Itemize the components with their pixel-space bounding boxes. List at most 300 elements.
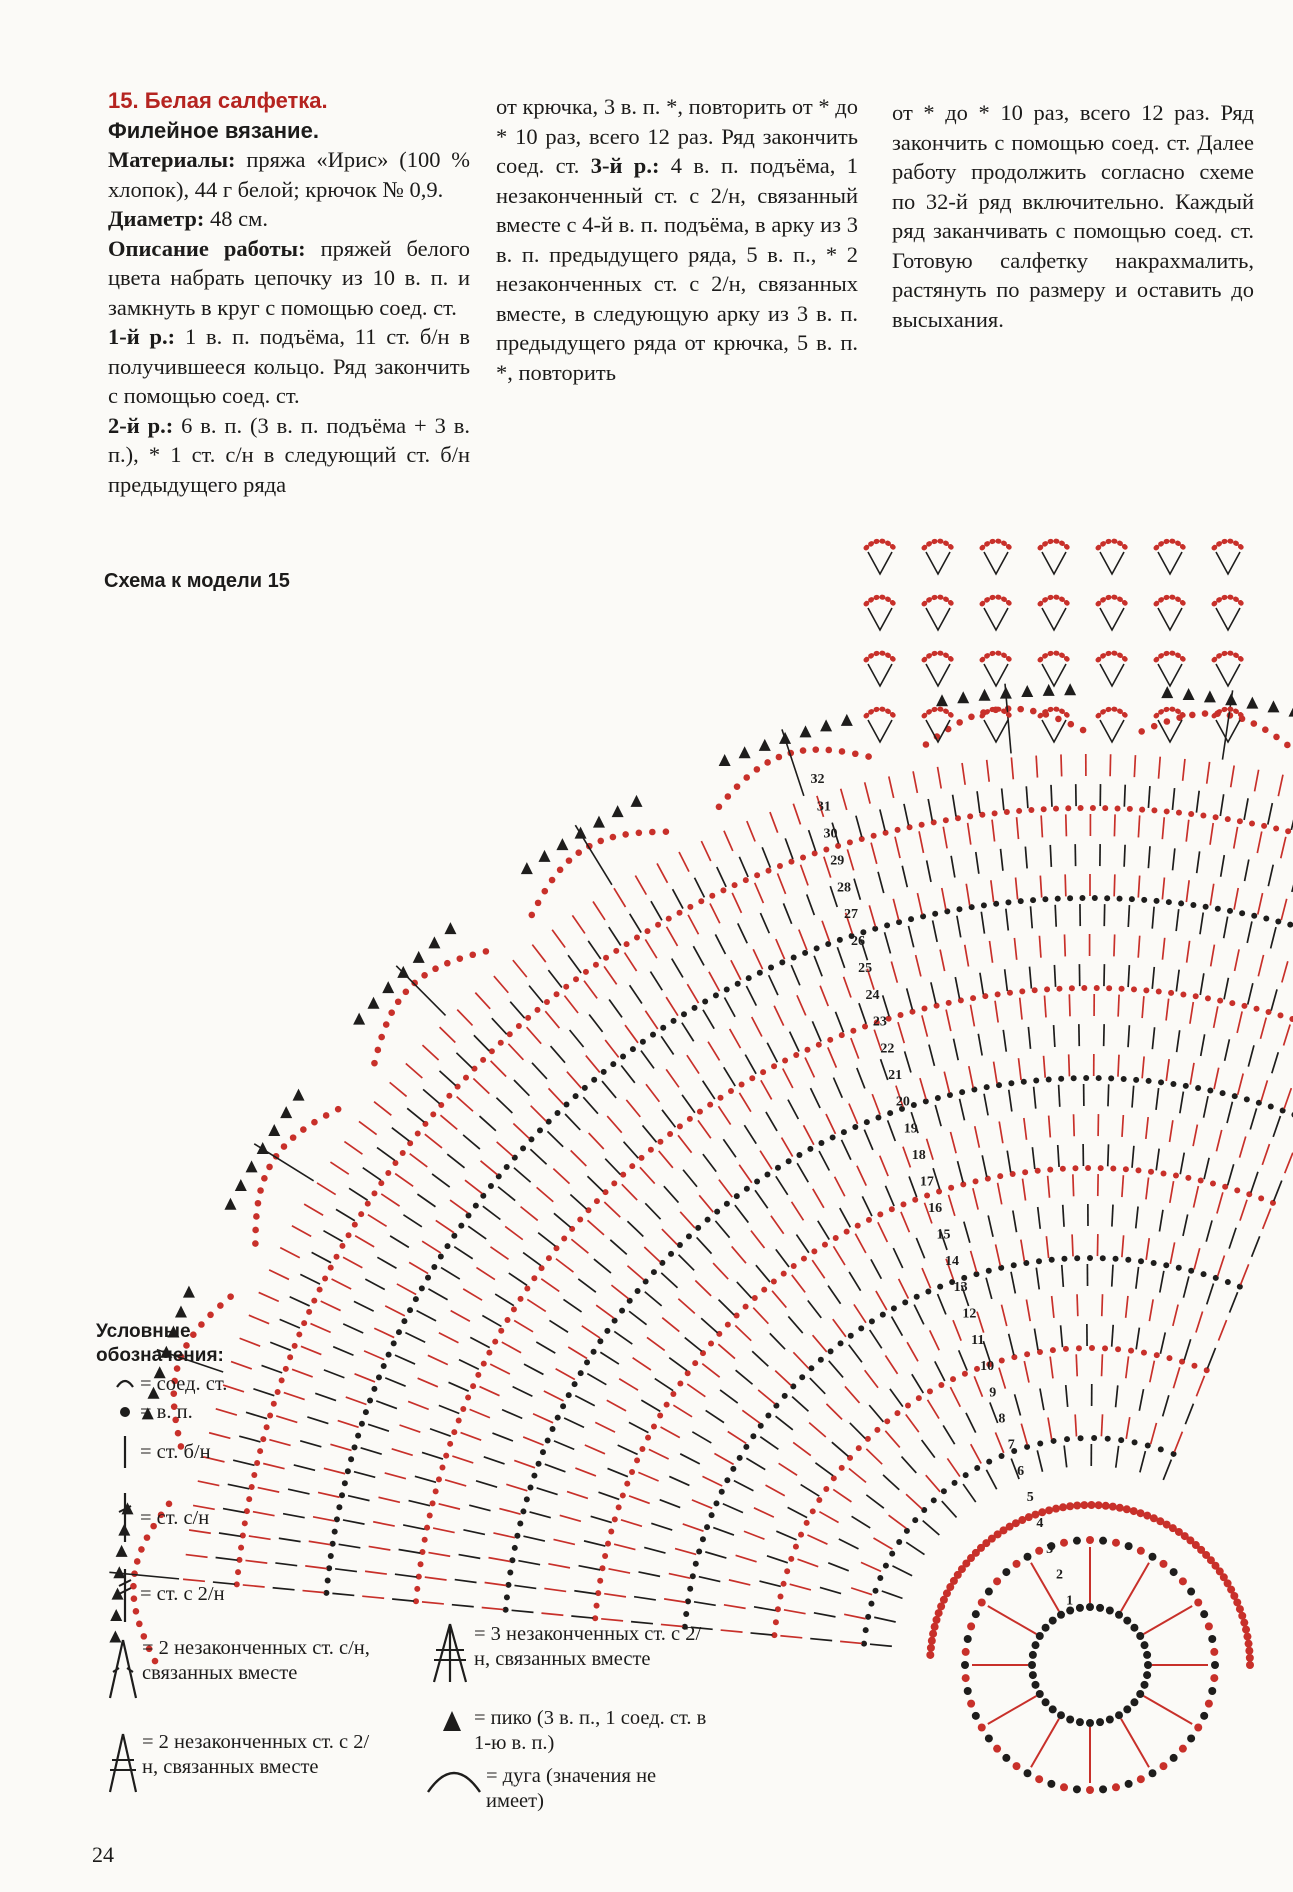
chart-stitch: [1149, 1299, 1153, 1321]
chart-stitch: [317, 1183, 336, 1195]
chart-stitch: [844, 977, 851, 998]
chart-chain-dot: [1024, 1553, 1032, 1561]
chart-stitch: [589, 1014, 602, 1031]
chart-stitch: [1021, 1424, 1027, 1445]
chart-stitch: [415, 1476, 436, 1482]
chart-chain-dot: [1041, 806, 1047, 812]
chart-stitch: [1122, 1115, 1123, 1137]
chart-chain-dot: [1148, 1169, 1154, 1175]
chart-stitch: [732, 893, 741, 913]
chart-chain-dot: [771, 1279, 777, 1285]
chart-picot: [268, 1124, 280, 1136]
chart-stitch: [575, 1468, 596, 1476]
chart-chain-dot: [793, 1544, 799, 1550]
chart-chain-dot: [786, 1158, 792, 1164]
chart-chain-dot: [287, 1354, 293, 1360]
chart-stitch: [374, 1328, 394, 1337]
chart-chain-dot: [657, 1139, 663, 1145]
chart-chain-dot: [796, 1152, 802, 1158]
chart-chain-dot: [651, 1424, 657, 1430]
chart-chain-dot: [1087, 1255, 1093, 1261]
chart-stitch: [959, 1350, 967, 1370]
chart-chain-dot: [962, 1371, 968, 1377]
chart-chain-arc: [1040, 597, 1068, 604]
chart-chain-dot: [1138, 1258, 1144, 1264]
chart-stitch: [688, 915, 698, 934]
chart-stitch: [292, 1226, 311, 1237]
chart-chain-dot: [919, 822, 925, 828]
chart-chain-dot: [1108, 1075, 1114, 1081]
chart-stitch: [1220, 794, 1223, 816]
chart-stitch: [951, 856, 955, 878]
chart-stitch: [776, 1249, 789, 1267]
chart-stitch: [812, 1021, 821, 1041]
chart-chain-arc: [924, 709, 952, 716]
chart-stitch: [1160, 1332, 1165, 1353]
chart-stitch: [1142, 1056, 1144, 1078]
chart-chain-dot: [385, 1170, 391, 1176]
chart-stitch: [713, 1528, 734, 1536]
chart-chain-dot: [685, 1370, 691, 1376]
chart-chain-dot: [388, 1009, 395, 1016]
chart-chain-dot: [993, 1577, 1001, 1585]
chart-chain-dot: [1066, 1716, 1074, 1724]
chart-stitch: [990, 1402, 998, 1423]
chart-chain-dot: [1164, 808, 1170, 814]
chart-chain-dot: [1151, 807, 1157, 813]
chart-stitch: [857, 1166, 866, 1186]
chart-chain-dot: [1171, 1451, 1177, 1457]
row-number-label: 9: [989, 1385, 997, 1401]
legend-tr3tog: = 3 незаконченных ст. с 2/н, связанных вместе: [474, 1623, 702, 1670]
chart-chain-dot: [974, 1465, 980, 1471]
chart-chain-dot: [591, 1077, 597, 1083]
chart-stitch: [409, 1501, 430, 1506]
chart-stitch: [755, 883, 764, 903]
chart-stitch: [1173, 1367, 1179, 1388]
chart-stitch: [1183, 1214, 1188, 1236]
chart-stitch: [1036, 1268, 1039, 1290]
chart-stitch: [856, 816, 862, 837]
chart-stitch: [662, 1110, 675, 1127]
chart-stitch: [666, 1069, 679, 1087]
chart-chain-dot: [1191, 1363, 1197, 1369]
row-number-label: 30: [823, 826, 838, 842]
chart-chain-dot: [1081, 985, 1087, 991]
chart-chain-dot: [610, 1061, 616, 1067]
chart-stitch: [865, 782, 870, 803]
chart-stitch: [859, 1003, 866, 1024]
chart-picot: [957, 691, 969, 703]
chart-stitch: [991, 880, 994, 902]
chart-stitch: [567, 1072, 582, 1089]
chart-stitch: [1234, 827, 1238, 849]
chart-stitch: [878, 1222, 888, 1242]
chart-stitch: [1162, 817, 1164, 839]
chart-stitch: [397, 1284, 416, 1295]
chart-stitch: [1187, 941, 1190, 963]
chart-stitch: [544, 1588, 566, 1591]
chart-stitch: [1158, 608, 1182, 630]
chart-stitch: [793, 804, 800, 825]
chart-chain-dot: [825, 941, 831, 947]
chart-stitch: [667, 927, 678, 946]
chart-stitch: [1136, 1267, 1139, 1289]
chart-stitch: [1045, 996, 1046, 1018]
chart-chain-dot: [1136, 1632, 1144, 1640]
chart-chain-dot: [657, 1413, 663, 1419]
chart-chain-dot: [400, 1150, 406, 1156]
chart-chain-dot: [629, 1163, 635, 1169]
chart-stitch: [541, 1279, 559, 1292]
chart-picot: [1021, 685, 1033, 697]
chart-stitch: [1176, 970, 1179, 992]
chart-stitch: [1180, 1153, 1184, 1175]
chart-chain-dot: [1166, 1355, 1172, 1361]
chart-chain-dot: [1227, 908, 1233, 914]
chart-chain-dot: [460, 1406, 466, 1412]
chart-picot: [1183, 688, 1195, 700]
chart-stitch: [724, 831, 733, 851]
chart-chain-dot: [539, 1265, 545, 1271]
chart-stitch: [1148, 786, 1149, 808]
chart-chain-dot: [938, 1382, 944, 1388]
chart-chain-dot: [1187, 1734, 1195, 1742]
chart-stitch: [776, 1416, 793, 1430]
chart-stitch: [882, 1591, 903, 1598]
row-number-label: 20: [895, 1094, 910, 1110]
chart-chain-dot: [725, 793, 732, 800]
chart-stitch: [563, 1299, 581, 1312]
chart-stitch: [870, 1644, 892, 1646]
chart-chain-dot: [1137, 1547, 1145, 1555]
chart-stitch: [678, 1299, 694, 1314]
chart-chain-dot: [855, 1223, 861, 1229]
chart-chain-dot: [1032, 987, 1038, 993]
chart-chain-dot: [1052, 1505, 1060, 1513]
chart-stitch: [730, 1029, 741, 1048]
chart-chain-dot: [948, 1185, 954, 1191]
chart-stitch: [269, 1440, 290, 1446]
chart-chain-dot: [827, 1037, 833, 1043]
chart-chain-dot: [1205, 1622, 1213, 1630]
chart-chain-dot: [563, 1101, 569, 1107]
chart-stitch: [1066, 814, 1067, 836]
chart-chain-dot: [516, 1023, 522, 1029]
chart-stitch: [1059, 1085, 1060, 1107]
chart-chain-dot: [339, 1492, 345, 1498]
chart-stitch: [760, 913, 769, 933]
chart-chain-dot: [1064, 1436, 1070, 1442]
chart-stitch: [868, 608, 892, 630]
chart-chain-dot: [693, 1561, 699, 1567]
chart-chain-dot: [714, 1209, 720, 1215]
chart-chain-arc: [924, 653, 952, 660]
chart-picot: [612, 805, 624, 817]
chart-stitch: [514, 1585, 536, 1588]
chart-stitch: [1272, 1052, 1278, 1073]
chart-chain-dot: [1028, 1661, 1036, 1669]
chart-chain-dot: [716, 803, 723, 810]
chart-stitch: [1200, 973, 1204, 995]
chart-chain-dot: [651, 1269, 657, 1275]
chart-chain-dot: [985, 1176, 991, 1182]
chart-stitch: [1051, 785, 1052, 807]
chart-chain-dot: [425, 1275, 431, 1281]
chart-stitch: [409, 1262, 428, 1273]
chart-chain-dot: [718, 1095, 724, 1101]
chart-stitch: [332, 1593, 354, 1595]
chart-chain-dot: [830, 1134, 836, 1140]
chart-stitch: [946, 1010, 951, 1031]
chart-chain-dot: [719, 1489, 725, 1495]
chart-stitch: [541, 1613, 563, 1615]
chart-chain-dot: [1073, 1537, 1081, 1545]
chart-stitch: [588, 941, 601, 959]
chart-chain-dot: [677, 1242, 683, 1248]
chart-stitch: [1173, 1305, 1178, 1326]
chart-stitch: [614, 888, 625, 907]
chart-chain-dot: [1113, 1256, 1119, 1262]
chart-stitch: [753, 949, 762, 969]
chart-stitch: [779, 1463, 797, 1475]
chart-chain-dot: [862, 1023, 868, 1029]
chart-stitch: [907, 1342, 918, 1361]
chart-stitch: [1019, 1058, 1022, 1080]
chart-stitch: [968, 823, 971, 845]
chart-stitch: [544, 1391, 564, 1401]
chart-stitch: [422, 1241, 441, 1253]
chart-stitch: [630, 914, 641, 933]
chart-stitch: [624, 1142, 639, 1158]
chart-chain-dot: [932, 911, 938, 917]
chart-chain-dot: [371, 1190, 377, 1196]
row-number-label: 31: [816, 799, 831, 815]
chart-chain-dot: [1133, 1077, 1139, 1083]
chart-stitch: [506, 1484, 527, 1491]
arc-icon: [424, 1762, 484, 1796]
chart-chain-dot: [1149, 1769, 1157, 1777]
row1-label: 1-й р.:: [108, 324, 176, 349]
chart-stitch: [708, 1042, 719, 1061]
chart-chain-dot: [536, 1461, 542, 1467]
chart-stitch: [826, 1404, 842, 1419]
chart-chain-dot: [1245, 1640, 1253, 1648]
chart-stitch: [1197, 851, 1200, 873]
chart-stitch: [1158, 552, 1182, 574]
chart-chain-dot: [992, 810, 998, 816]
chart-stitch: [950, 1387, 960, 1407]
chart-chain-dot: [1139, 807, 1145, 813]
chart-chain-dot: [798, 1532, 804, 1538]
chart-stitch: [560, 1515, 581, 1521]
chart-chain-dot: [1132, 1439, 1138, 1445]
chart-stitch: [871, 843, 877, 864]
chart-chain-dot: [504, 1594, 510, 1600]
chart-stitch: [1138, 936, 1139, 958]
chart-stitch: [1014, 938, 1016, 960]
chart-stitch: [892, 1566, 912, 1576]
chart-chain-dot: [1049, 1257, 1055, 1263]
chart-chain-dot: [902, 1299, 908, 1305]
chart-chain-dot: [986, 1459, 992, 1465]
chart-chain-dot: [1028, 807, 1034, 813]
chart-stitch: [926, 1475, 940, 1492]
chart-stitch: [312, 1252, 331, 1262]
chart-stitch: [584, 981, 597, 999]
chart-stitch: [826, 1114, 836, 1134]
chart-chain-dot: [1215, 906, 1221, 912]
chart-chain-dot: [546, 1119, 552, 1125]
chart-chain-dot: [1074, 1255, 1080, 1261]
chart-chain-dot: [355, 1433, 361, 1439]
chart-chain-dot: [1190, 902, 1196, 908]
chart-stitch: [198, 1481, 220, 1485]
chart-chain-dot: [573, 976, 579, 982]
chart-chain-dot: [1131, 986, 1137, 992]
chart-stitch: [1064, 934, 1065, 956]
chart-stitch: [1170, 1120, 1173, 1142]
chart-chain-dot: [1176, 1265, 1182, 1271]
chart-stitch: [1048, 1176, 1050, 1198]
chart-stitch: [1017, 817, 1019, 839]
chart-stitch: [1065, 874, 1066, 896]
chart-stitch: [1032, 1147, 1034, 1169]
chart-stitch: [718, 1106, 730, 1124]
chart-chain-dot: [869, 1318, 875, 1324]
chart-picot: [521, 862, 533, 874]
chart-stitch: [594, 1259, 611, 1273]
chart-chain-dot: [766, 868, 772, 874]
chart-chain-dot: [1129, 896, 1135, 902]
chart-stitch: [456, 1053, 472, 1068]
chart-stitch: [392, 1449, 413, 1456]
chart-chain-dot: [670, 1391, 676, 1397]
chart-picot: [175, 1305, 187, 1317]
chart-stitch: [906, 1494, 922, 1509]
chart-chain-dot: [847, 839, 853, 845]
chart-stitch: [885, 1186, 894, 1206]
chart-stitch: [436, 1220, 454, 1232]
chart-chain-dot: [1060, 1166, 1066, 1172]
chart-chain-dot: [838, 1340, 844, 1346]
chart-stitch: [609, 1000, 622, 1018]
row-number-label: 3: [1046, 1541, 1054, 1557]
chart-stitch: [483, 1206, 501, 1219]
chart-stitch: [828, 1286, 841, 1304]
chart-stitch: [470, 1337, 489, 1347]
chart-stitch: [1102, 1294, 1103, 1316]
chart-stitch: [395, 1574, 417, 1577]
chart-stitch: [687, 1055, 699, 1073]
chart-stitch: [586, 1056, 600, 1073]
chart-chain-dot: [591, 1349, 597, 1355]
chart-chain-dot: [773, 1619, 779, 1625]
chart-stitch: [433, 1528, 455, 1532]
chart-stitch: [1122, 1235, 1124, 1257]
chart-chain-arc: [1040, 653, 1068, 660]
chart-chain-dot: [1086, 1719, 1094, 1727]
chart-chain-dot: [1143, 987, 1149, 993]
chart-chain-dot: [1055, 716, 1062, 723]
chart-chain-dot: [634, 935, 640, 941]
chart-stitch: [1225, 1039, 1230, 1060]
chart-chain-dot: [1095, 1501, 1103, 1509]
chart-chain-dot: [175, 1430, 182, 1437]
chart-stitch: [995, 1001, 998, 1023]
chart-stitch: [1066, 1385, 1068, 1407]
chart-chain-dot: [446, 1093, 452, 1099]
chart-stitch: [770, 812, 778, 833]
chart-chain-dot: [916, 1395, 922, 1401]
chart-chain-dot: [540, 1449, 546, 1455]
chart-stitch: [588, 1220, 604, 1235]
chart-stitch: [1216, 664, 1240, 686]
chart-chain-dot: [451, 1233, 457, 1239]
chart-stitch: [549, 1320, 568, 1332]
chart-stitch: [417, 1311, 436, 1321]
chart-stitch: [641, 1400, 660, 1411]
chart-stitch: [445, 1480, 466, 1486]
chart-stitch: [403, 1525, 425, 1529]
chart-stitch: [820, 1587, 841, 1593]
chart-chain-dot: [383, 1021, 390, 1028]
chart-stitch: [1037, 1450, 1042, 1471]
chart-stitch: [1061, 1325, 1063, 1347]
chart-stitch: [713, 1263, 728, 1279]
chart-stitch: [788, 1507, 808, 1517]
chart-picot: [631, 795, 643, 807]
chart-stitch: [1040, 876, 1041, 898]
chart-stitch: [610, 1240, 626, 1255]
chart-stitch: [778, 873, 786, 893]
chart-stitch: [943, 827, 947, 849]
chart-stitch: [775, 1371, 791, 1386]
chart-stitch: [758, 1390, 775, 1404]
chart-chain-dot: [386, 1352, 392, 1358]
chart-stitch: [1258, 955, 1263, 976]
chart-chain-dot: [138, 1546, 145, 1553]
chart-chain-dot: [255, 1200, 262, 1207]
chart-stitch: [619, 1379, 638, 1390]
chart-chain-dot: [1096, 1075, 1102, 1081]
chart-stitch: [338, 1421, 359, 1428]
chart-chain-dot: [504, 1164, 510, 1170]
chart-chain-dot: [367, 1397, 373, 1403]
chart-chain-dot: [1036, 1258, 1042, 1264]
legend-single-crochet: = ст. б/н: [140, 1441, 211, 1463]
chart-stitch: [381, 1194, 399, 1206]
chart-stitch: [1140, 1451, 1146, 1472]
chart-stitch: [1240, 1200, 1247, 1221]
chart-chain-dot: [1178, 900, 1184, 906]
chart-stitch: [533, 1414, 553, 1423]
chart-stitch: [279, 1538, 301, 1541]
chart-stitch: [365, 1571, 387, 1574]
chart-stitch: [920, 1078, 926, 1099]
chart-stitch: [744, 1125, 756, 1144]
chart-stitch: [492, 1018, 507, 1034]
chart-stitch: [1034, 1087, 1036, 1109]
chart-stitch: [908, 926, 913, 947]
chart-stitch: [807, 894, 815, 915]
row-number-label: 29: [830, 853, 845, 869]
chart-stitch: [502, 1342, 521, 1353]
chart-stitch: [1207, 1348, 1215, 1368]
chart-chain-dot: [782, 1393, 788, 1399]
chart-chain-dot: [1207, 1087, 1213, 1093]
chart-chain-dot: [1002, 1754, 1010, 1762]
